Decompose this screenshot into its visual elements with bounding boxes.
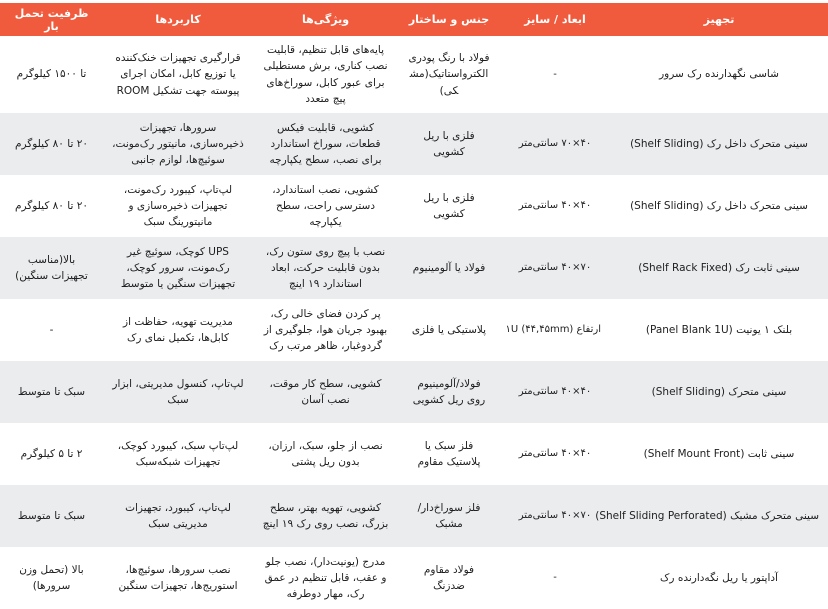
cell-equipment: سینی متحرک داخل رک (Shelf Sliding) — [610, 113, 828, 175]
cell-size: ۴۰×۴۰ سانتی‌متر — [500, 175, 610, 237]
cell-applications: UPS کوچک، سوئیچ غیر رک‌مونت، سرور کوچک، تجهیزات سنگین یا متوسط — [103, 237, 253, 299]
cell-applications: مدیریت تهویه، حفاظت از کابل‌ها، تکمیل نمای رک — [103, 299, 253, 361]
table-row — [0, 423, 828, 485]
cell-applications: سرورها، تجهیزات ذخیره‌سازی، مانیتور رک‌مونت، سوئیچ‌ها، لوازم جانبی — [103, 113, 253, 175]
cell-capacity: ۲۰ تا ۸۰ کیلوگرم — [0, 113, 103, 175]
cell-material: فلز سبک یا پلاستیک مقاوم — [398, 423, 500, 485]
header-material: جنس و ساختار — [398, 3, 500, 36]
header-equipment: تجهیز — [610, 3, 828, 36]
table-row — [0, 175, 828, 237]
rack-equipment-table — [0, 3, 828, 609]
header-row — [0, 3, 828, 36]
cell-material: پلاستیکی یا فلزی — [398, 299, 500, 361]
cell-capacity: بالا (تحمل وزن سرورها) — [0, 547, 103, 609]
cell-features: پر کردن فضای خالی رک، بهبود جریان هوا، جلوگیری از گردوغبار، ظاهر مرتب رک — [253, 299, 398, 361]
cell-material: فولاد مقاوم ضدزنگ — [398, 547, 500, 609]
table-row — [0, 237, 828, 299]
cell-size: - — [500, 36, 610, 113]
table-row — [0, 485, 828, 547]
cell-size: ۴۰×۴۰ سانتی‌متر — [500, 361, 610, 423]
cell-material: فولاد/آلومینیوم روی ریل کشویی — [398, 361, 500, 423]
cell-applications: لپ‌تاپ، کنسول مدیریتی، ابزار سبک — [103, 361, 253, 423]
cell-applications: لپ‌تاپ سبک، کیبورد کوچک، تجهیزات شبکه‌سبک — [103, 423, 253, 485]
cell-capacity: سبک تا متوسط — [0, 361, 103, 423]
cell-equipment: آداپتور یا ریل نگه‌دارنده رک — [610, 547, 828, 609]
table-row — [0, 113, 828, 175]
cell-equipment: سینی متحرک (Shelf Sliding) — [610, 361, 828, 423]
cell-features: کشویی، نصب استاندارد، دسترسی راحت، سطح یکپارچه — [253, 175, 398, 237]
cell-size: - — [500, 547, 610, 609]
cell-size: ۴۰×۴۰ سانتی‌متر — [500, 423, 610, 485]
table-row — [0, 547, 828, 609]
cell-size: ۴۰×۷۰ سانتی‌متر — [500, 113, 610, 175]
cell-equipment: بلنک ۱ یونیت (Panel Blank 1U) — [610, 299, 828, 361]
cell-capacity: ۲۰ تا ۸۰ کیلوگرم — [0, 175, 103, 237]
header-features: ویژگی‌ها — [253, 3, 398, 36]
cell-size: ارتفاع ۱U (۴۴,۴۵mm) — [500, 299, 610, 361]
cell-features: نصب با پیچ روی ستون رک، بدون قابلیت حرکت، ابعاد استاندارد ۱۹ اینچ — [253, 237, 398, 299]
cell-capacity: سبک تا متوسط — [0, 485, 103, 547]
cell-applications: قرارگیری تجهیزات خنک‌کننده یا توزیع کابل، امکان اجرای پیوسته جهت تشکیل ROOM — [103, 36, 253, 113]
cell-capacity: ۲ تا ۵ کیلوگرم — [0, 423, 103, 485]
table-row — [0, 361, 828, 423]
cell-applications: لپ‌تاپ، کیبورد رک‌مونت، تجهیزات ذخیره‌سازی و مانیتورینگ سبک — [103, 175, 253, 237]
cell-capacity: - — [0, 299, 103, 361]
cell-material: فولاد یا آلومینیوم — [398, 237, 500, 299]
cell-capacity: تا ۱۵۰۰ کیلوگرم — [0, 36, 103, 113]
cell-equipment: سینی ثابت رک (Shelf Rack Fixed) — [610, 237, 828, 299]
cell-size: ۷۰×۴۰ سانتی‌متر — [500, 485, 610, 547]
table-row — [0, 36, 828, 113]
cell-equipment: سینی ثابت (Shelf Mount Front) — [610, 423, 828, 485]
header-size: ابعاد / سایز — [500, 3, 610, 36]
cell-size: ۷۰×۴۰ سانتی‌متر — [500, 237, 610, 299]
cell-features: نصب از جلو، سبک، ارزان، بدون ریل پشتی — [253, 423, 398, 485]
header-applications: کاربردها — [103, 3, 253, 36]
cell-material: فلزی با ریل کشویی — [398, 175, 500, 237]
cell-material: فلزی با ریل کشویی — [398, 113, 500, 175]
cell-equipment: سینی متحرک مشبک (Shelf Sliding Perforated) — [610, 485, 828, 547]
cell-material: فولاد با رنگ پودری الکترواستاتیک(مشکی) — [398, 36, 500, 113]
cell-material: فلز سوراخ‌دار/مشبک — [398, 485, 500, 547]
cell-features: کشویی، تهویه بهتر، سطح بزرگ، نصب روی رک ۱۹ اینچ — [253, 485, 398, 547]
cell-equipment: سینی متحرک داخل رک (Shelf Sliding) — [610, 175, 828, 237]
cell-features: مدرج (یونیت‌دار)، نصب جلو و عقب، قابل تنظیم در عمق رک، مهار دوطرفه — [253, 547, 398, 609]
cell-applications: نصب سرورها، سوئیچ‌ها، استوریج‌ها، تجهیزات سنگین — [103, 547, 253, 609]
cell-features: پایه‌های قابل تنظیم، قابلیت نصب کناری، برش مستطیلی برای عبور کابل، سوراخ‌های پیچ متعدد — [253, 36, 398, 113]
cell-equipment: شاسی نگهدارنده رک سرور — [610, 36, 828, 113]
cell-features: کشویی، سطح کار موقت، نصب آسان — [253, 361, 398, 423]
cell-features: کشویی، قابلیت فیکس قطعات، سوراخ استاندارد برای نصب، سطح یکپارچه — [253, 113, 398, 175]
table-row — [0, 299, 828, 361]
header-capacity: ظرفیت تحمل بار — [0, 3, 103, 36]
cell-capacity: بالا(مناسب تجهیزات سنگین) — [0, 237, 103, 299]
cell-applications: لپ‌تاپ، کیبورد، تجهیزات مدیریتی سبک — [103, 485, 253, 547]
